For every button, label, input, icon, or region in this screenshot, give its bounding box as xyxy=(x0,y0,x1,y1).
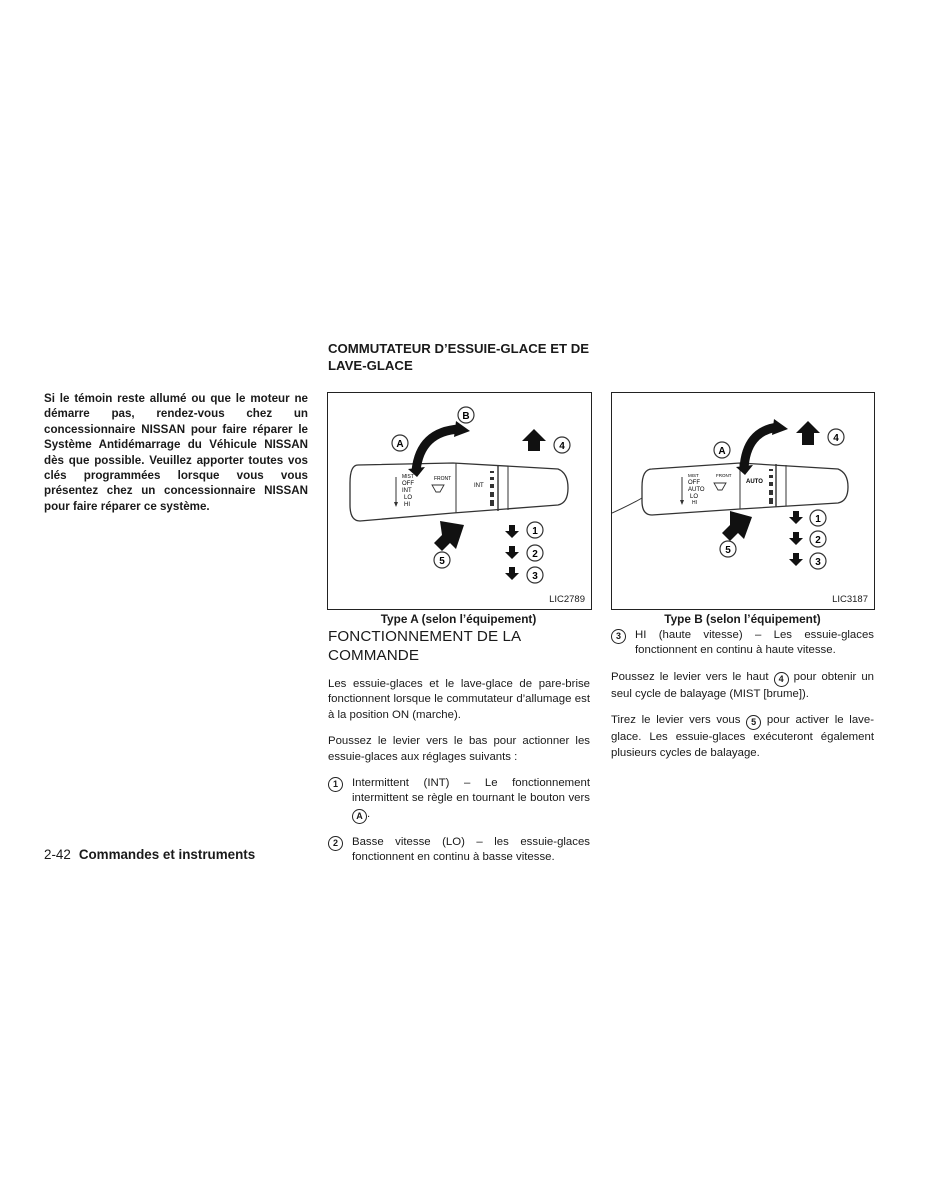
item-text-lo: Basse vitesse (LO) – les essuie-glaces fonctionnent en continu à basse vitesse. xyxy=(352,835,590,864)
down-arrow-3-icon xyxy=(789,553,803,566)
list-item-hi xyxy=(611,628,874,659)
callout-1: 1 xyxy=(532,526,538,537)
figure-type-b xyxy=(611,392,875,610)
ref-4: 4 xyxy=(774,672,789,687)
list-item-int xyxy=(328,776,590,824)
warning-note: Si le témoin reste allumé ou que le moteur ne démarre pas, rendez-vous chez un concessionnaire NISSAN pour faire réparer le Système Antidémarrage du Véhicule NISSAN dès que possible. Veuillez apporter toutes vos clés programmées lorsque vous vous présentez chez un concessionnaire NISSAN pour faire réparer ce système. xyxy=(44,392,308,513)
item-number-1: 1 xyxy=(328,777,343,792)
figure-caption-b: Type B (selon l’équipement) xyxy=(664,612,821,626)
section-heading: COMMUTATEUR D’ESSUIE-GLACE ET DE LAVE-GLACE xyxy=(328,341,590,373)
callout-4: 4 xyxy=(559,441,565,452)
callout-a: A xyxy=(396,439,404,450)
washer-text-after: pour activer le lave-glace. Les essuie-glaces exécuteront également plusieurs cycles de balayage. xyxy=(611,714,874,759)
switch-label-lo: LO xyxy=(404,495,413,501)
callout-5: 5 xyxy=(725,545,731,556)
figure-caption-a: Type A (selon l’équipement) xyxy=(380,612,537,626)
figure-code-a: LIC2789 xyxy=(549,594,585,605)
pull-arrow-icon xyxy=(722,511,752,541)
dial-label-int: INT xyxy=(474,483,484,489)
down-arrow-2-icon xyxy=(505,546,519,559)
switch-label-int: INT xyxy=(402,488,412,494)
right-column xyxy=(611,628,874,772)
item-punct: . xyxy=(367,807,371,820)
page-footer xyxy=(44,847,255,862)
down-arrow-3-icon xyxy=(505,567,519,580)
item-text-hi: HI (haute vitesse) – Les essuie-glaces fonctionnent en continu à haute vitesse. xyxy=(635,629,874,657)
callout-1: 1 xyxy=(815,514,821,525)
callout-b: B xyxy=(462,411,470,422)
washer-text-before: Tirez le levier vers vous xyxy=(611,714,741,727)
mist-text-before: Poussez le levier vers le haut xyxy=(611,670,769,683)
item-number-3: 3 xyxy=(611,629,626,644)
switch-label-off: OFF xyxy=(402,481,414,487)
callout-3: 3 xyxy=(815,557,821,568)
switch-label-hi: HI xyxy=(404,502,410,508)
wiper-switch-diagram-a xyxy=(328,393,591,609)
up-arrow-icon xyxy=(522,429,546,451)
switch-label-off: OFF xyxy=(688,480,700,486)
footer-section-title: Commandes et instruments xyxy=(78,847,256,862)
figure-code-b: LIC3187 xyxy=(832,594,868,605)
callout-a: A xyxy=(718,446,726,457)
switch-label-mist: MIST xyxy=(402,474,414,480)
page-number: 2-42 xyxy=(44,847,71,862)
wiper-switch-diagram-b xyxy=(612,393,874,609)
callout-3: 3 xyxy=(532,571,538,582)
ref-a: A xyxy=(352,809,367,824)
down-arrow-1-icon xyxy=(505,525,519,538)
callout-2: 2 xyxy=(532,549,538,560)
down-arrow-2-icon xyxy=(789,532,803,545)
paragraph-mist xyxy=(611,670,874,702)
item-number-2: 2 xyxy=(328,836,343,851)
subsection-heading: FONCTIONNEMENT DE LA COMMANDE xyxy=(328,628,521,664)
paragraph-push-down: Poussez le levier vers le bas pour actionner les essuie-glaces aux réglages suivants : xyxy=(328,735,590,763)
callout-4: 4 xyxy=(833,433,839,444)
up-arrow-icon xyxy=(796,421,820,445)
dial-label-auto: AUTO xyxy=(746,479,763,485)
figure-type-a xyxy=(327,392,592,610)
switch-label-lo: LO xyxy=(690,494,699,500)
switch-label-mist: MIST xyxy=(688,473,699,478)
callout-2: 2 xyxy=(815,535,821,546)
switch-label-auto: AUTO xyxy=(688,487,705,493)
paragraph-washer xyxy=(611,713,874,761)
ref-5: 5 xyxy=(746,715,761,730)
list-item-lo xyxy=(328,835,590,866)
front-label: FRONT xyxy=(716,473,732,478)
down-arrow-1-icon xyxy=(789,511,803,524)
front-label: FRONT xyxy=(434,476,452,482)
item-text-int: Intermittent (INT) – Le fonctionnement intermittent se règle en tournant le bouton vers xyxy=(352,777,590,805)
middle-column xyxy=(328,628,590,877)
pull-arrow-icon xyxy=(434,521,464,551)
paragraph-operation: Les essuie-glaces et le lave-glace de pare-brise fonctionnent lorsque le commutateur d’allumage est à la position ON (marche). xyxy=(328,678,590,721)
mist-text-after: pour obtenir un seul cycle de balayage (MIST [brume]). xyxy=(611,670,874,700)
switch-label-hi: HI xyxy=(692,500,697,506)
callout-5: 5 xyxy=(439,556,445,567)
